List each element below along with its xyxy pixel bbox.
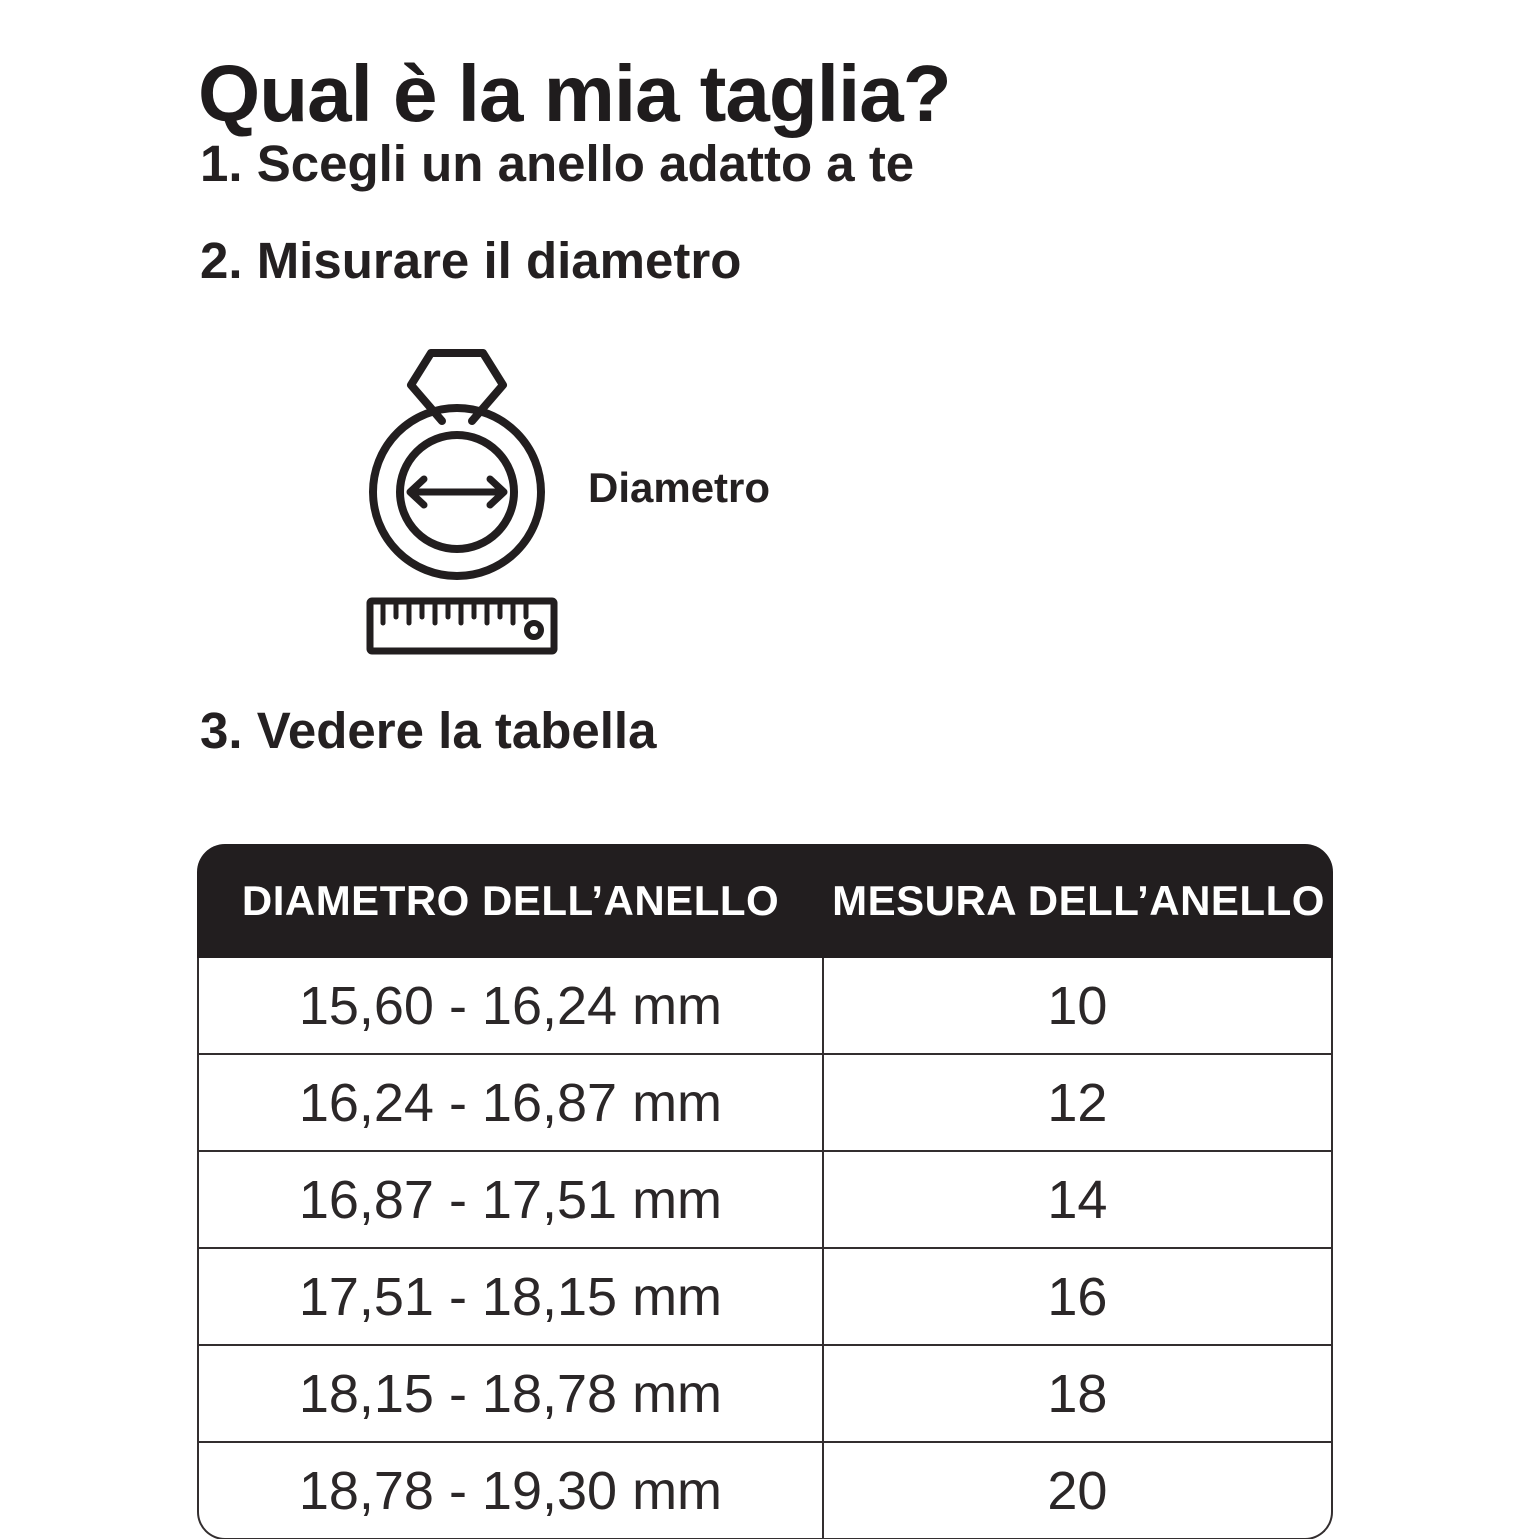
size-cell: 16 (1047, 1266, 1108, 1327)
size-table-body (197, 958, 1333, 1539)
diameter-cell: 18,15 - 18,78 mm (199, 1346, 824, 1441)
ruler-icon (370, 601, 554, 651)
table-row (199, 958, 1331, 1053)
diameter-cell: 17,51 - 18,15 mm (199, 1249, 824, 1344)
diameter-cell: 16,24 - 16,87 mm (199, 1055, 824, 1150)
size-table (197, 844, 1333, 1539)
step-3-see-table: 3. Vedere la tabella (200, 702, 657, 759)
diameter-cell: 18,78 - 19,30 mm (199, 1443, 824, 1538)
size-cell: 12 (1047, 1072, 1108, 1133)
page-title: Qual è la mia taglia? (198, 48, 951, 138)
diameter-cell: 16,87 - 17,51 mm (199, 1152, 824, 1247)
table-row (199, 1247, 1331, 1344)
diameter-arrow-icon (410, 479, 504, 505)
table-row (199, 1441, 1331, 1538)
table-row (199, 1150, 1331, 1247)
size-table-header (197, 844, 1333, 958)
size-cell: 20 (1047, 1460, 1108, 1521)
table-row (199, 1053, 1331, 1150)
diameter-label: Diametro (588, 464, 771, 511)
size-cell: 10 (1047, 975, 1108, 1036)
diameter-cell: 15,60 - 16,24 mm (199, 958, 824, 1053)
table-row (199, 1344, 1331, 1441)
size-cell: 14 (1047, 1169, 1108, 1230)
size-cell: 18 (1047, 1363, 1108, 1424)
header-size: MESURA DELL’ANELLO (832, 877, 1325, 924)
header-diameter: DIAMETRO DELL’ANELLO (241, 877, 780, 924)
step-1-choose-ring: 1. Scegli un anello adatto a te (200, 135, 915, 192)
step-2-measure-diameter: 2. Misurare il diametro (200, 232, 742, 289)
